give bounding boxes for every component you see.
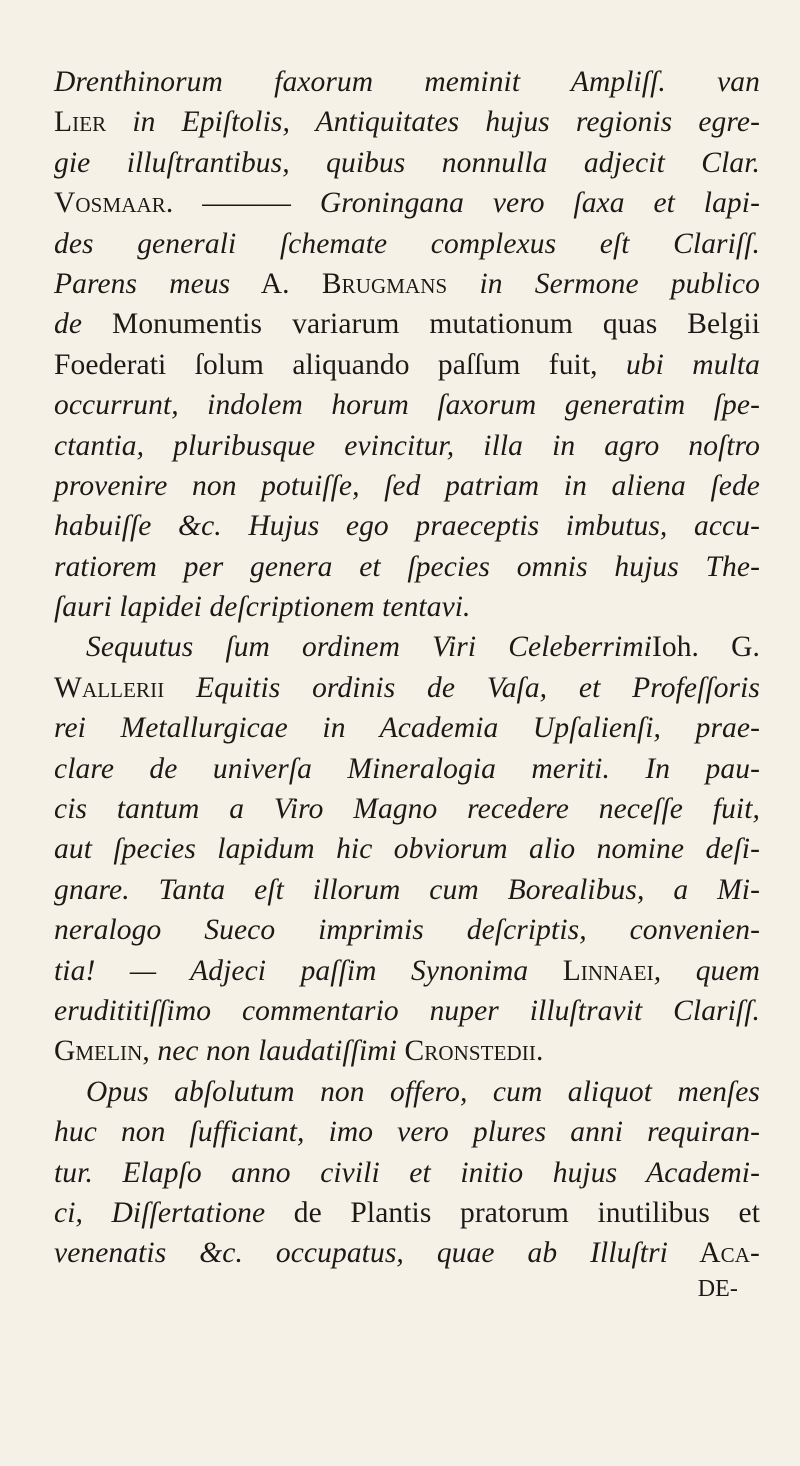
text-run: provenire non potuiſſe, ſed patriam in aliena ſede <box>54 469 760 502</box>
text-line <box>54 385 760 425</box>
text-run: in Epiſtolis, Antiquitates hujus regionis egre- <box>106 106 760 139</box>
text-run: Opus abſolutum non offero, cum aliquot menſes <box>86 1075 760 1108</box>
text-run: tia! — Adjeci paſſim Synonima <box>54 954 529 987</box>
text-line <box>54 1072 760 1112</box>
text-run: occurrunt, indolem horum ſaxorum generatim ſpe- <box>54 389 760 422</box>
text-run: de <box>54 308 83 341</box>
text-run: Wallerii <box>54 671 165 704</box>
text-run: Brugmans <box>321 267 448 300</box>
text-line <box>54 870 760 910</box>
text-run: huc non ſufficiant, imo vero plures anni requiran- <box>54 1116 760 1149</box>
text-run: Vosmaar. <box>54 187 174 220</box>
text-run: Groningana vero ſaxa et lapi- <box>319 187 760 220</box>
catchword: DE- <box>697 1275 738 1302</box>
text-run: in Sermone publico <box>447 267 760 300</box>
text-run: tur. Elapſo anno civili et initio hujus Academi- <box>54 1156 760 1189</box>
text-run: Lier <box>54 106 107 139</box>
text-run: ratiorem per genera et ſpecies omnis hujus The- <box>54 550 760 583</box>
text-run: gnare. Tanta eſt illorum cum Borealibus, a Mi- <box>54 873 760 906</box>
text-run: erudititiſſimo commentario nuper illuſtravit Clariſſ. <box>54 994 760 1027</box>
text-run: Parens meus <box>54 267 231 300</box>
text-line <box>54 62 760 102</box>
text-run: gie illuſtrantibus, quibus nonnulla adjecit Clar. <box>54 146 760 179</box>
text-run: ci, Diſſertatione <box>54 1196 266 1229</box>
text-run: neralogo Sueco imprimis deſcriptis, convenien- <box>54 914 760 947</box>
text-line <box>54 345 760 385</box>
text-line <box>54 1193 760 1233</box>
text-run: habuiſſe &c. Hujus ego praeceptis imbutus, accu- <box>54 510 760 543</box>
text-run: ſauri lapidei deſcriptionem tentavi. <box>54 591 471 624</box>
text-line <box>54 304 760 344</box>
text-line <box>54 708 760 748</box>
text-run: ubi multa <box>625 348 760 381</box>
text-run: Monumentis variarum mutationum quas Belgii <box>82 308 760 341</box>
text-run: A. <box>230 267 322 300</box>
text-run: Ioh. G. <box>651 631 761 664</box>
text-run: ctantia, pluribusque evincitur, illa in agro noſtro <box>54 429 760 462</box>
text-run: Sequutus ſum ordinem Viri Celeberrimi <box>86 631 652 664</box>
text-run: venenatis &c. occupatus, quae ab Illuſtri <box>54 1237 668 1270</box>
text-line <box>54 1153 760 1193</box>
text-run: Cronstedii. <box>396 1035 544 1068</box>
text-line <box>54 749 760 789</box>
text-run: ——— <box>173 187 320 220</box>
text-line <box>54 668 760 708</box>
text-line <box>54 143 760 183</box>
text-line <box>54 183 760 223</box>
text-run: Foederati ſolum aliquando paſſum fuit, <box>54 348 626 381</box>
text-run: , quem <box>653 954 760 987</box>
body-text <box>54 62 760 1274</box>
text-run: nec non laudatiſſimi <box>157 1035 397 1068</box>
text-line <box>54 547 760 587</box>
text-run: Gmelin <box>54 1035 143 1068</box>
text-line <box>54 1233 760 1273</box>
document-page <box>54 62 760 1304</box>
text-run: clare de univerſa Mineralogia meriti. In pau- <box>54 752 760 785</box>
text-line <box>54 102 760 142</box>
text-line <box>54 991 760 1031</box>
text-line <box>54 627 760 667</box>
text-line <box>54 951 760 991</box>
text-line <box>54 1112 760 1152</box>
text-line <box>54 910 760 950</box>
text-line <box>54 1031 760 1071</box>
text-run: Aca- <box>667 1237 760 1270</box>
text-line <box>54 466 760 506</box>
text-line <box>54 506 760 546</box>
text-run: cis tantum a Viro Magno recedere neceſſe fuit, <box>54 793 760 826</box>
text-line <box>54 829 760 869</box>
text-run: , <box>142 1035 158 1068</box>
text-run: des generali ſchemate complexus eſt Clariſſ. <box>54 227 760 260</box>
text-run: aut ſpecies lapidum hic obviorum alio nomine deſi- <box>54 833 760 866</box>
text-run: rei Metallurgicae in Academia Upſalienſi, prae- <box>54 712 760 745</box>
text-run: Equitis ordinis de Vaſa, et Profeſſoris <box>164 671 760 704</box>
text-run: de Plantis pratorum inutilibus et <box>265 1196 760 1229</box>
text-line <box>54 587 760 627</box>
text-line <box>54 224 760 264</box>
text-line <box>54 264 760 304</box>
text-line <box>54 426 760 466</box>
text-run: Linnaei <box>528 954 654 987</box>
text-run: Drenthinorum faxorum meminit Ampliſſ. van <box>54 66 760 98</box>
text-line <box>54 789 760 829</box>
